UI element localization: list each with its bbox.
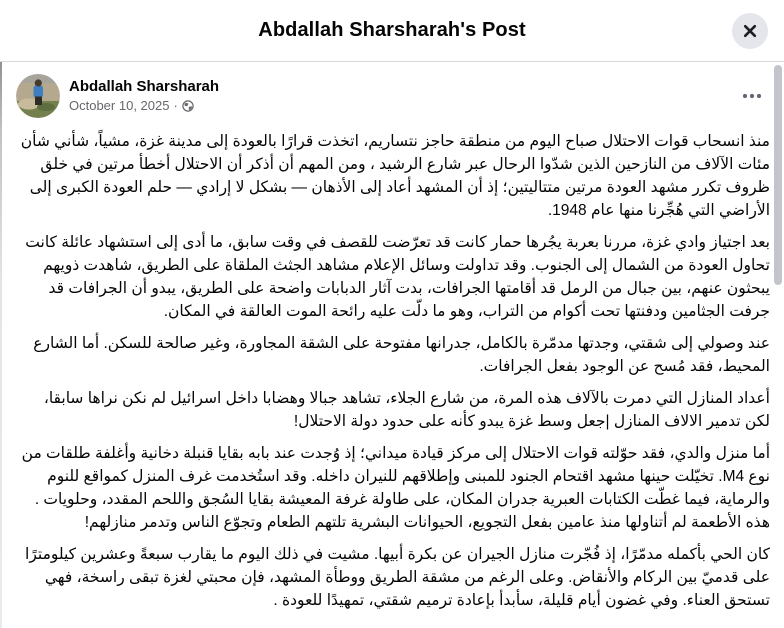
post-author-row bbox=[0, 62, 784, 118]
post-paragraph-4: أعداد المنازل التي دمرت بالآلاف هذه المرة، من شارع الجلاء، تشاهد جبالا وهضابا داخل اسرائيل لم نكن نراها سابقا، لكن تدمير الالاف المنازل |جعل وسط غزة يبدو كأنه على حدود دولة الاحتلال! bbox=[43, 390, 770, 430]
author-name[interactable]: Abdallah Sharsharah bbox=[69, 78, 220, 95]
close-icon bbox=[741, 22, 759, 40]
more-icon bbox=[742, 93, 762, 99]
dialog-title: Abdallah Sharsharah's Post bbox=[258, 19, 526, 41]
dialog-left-edge-shadow bbox=[0, 62, 2, 628]
post-options-button[interactable] bbox=[736, 84, 768, 108]
post-body bbox=[0, 118, 784, 612]
date-separator: · bbox=[173, 98, 178, 113]
globe-icon bbox=[182, 100, 194, 112]
post-timestamp[interactable] bbox=[69, 97, 219, 115]
avatar[interactable] bbox=[16, 74, 60, 118]
post-date: October 10, 2025 bbox=[69, 98, 170, 113]
post-paragraph-2: بعد اجتياز وادي غزة، مررنا بعربة يجُرها حمار كانت قد تعرّضت للقصف في وقت سابق، ما أدى إلى استشهاد عائلة كانت تحاول العودة من الشمال إلى الجنوب. وقد تداولت وسائل الإعلام مشاهد الجثث الملقاة على الطريق، شاهدت ذويهم يبحثون عنهم، بين جبال من الرمل قد أقامتها الجرافات، بدت آثار الدبابات واضحة على الطريق، يبدو أن الجرافات قد جرفت الجثامين ودفنتها تحت أكوام من التراب، وهو ما دلّت عليه رائحة الموت العالقة في المكان. bbox=[25, 234, 770, 320]
close-button[interactable] bbox=[732, 13, 768, 49]
post-paragraph-3: عند وصولي إلى شقتي، وجدتها مدمّرة بالكامل، جدرانها مفتوحة على الشقة المجاورة، وغير صالحة للسكن. أما الشارع المحيط، فقد مُسح عن الوجود بفعل الجرافات. bbox=[33, 335, 770, 375]
dialog-header bbox=[0, 0, 784, 62]
post-paragraph-1: منذ انسحاب قوات الاحتلال صباح اليوم من منطقة حاجز نتساريم، اتخذت قرارًا بالعودة إلى مدينة غزة، مشياً، شأني شأن مئات الآلاف من النازحين الذين شدّوا الرحال عبر شارع الرشيد ، ومن المهم أن أذكر أن الاحتلال أخطأ مرتين في خلق ظروف تكرر مشهد العودة مرتين متتاليتين؛ إذ أن المشهد أعاد إلى الأذهان — بشكل لا إرادي — حلم العودة الكبرى إلى الأراضي التي هُجِّرنا منها عام 1948. bbox=[20, 133, 770, 219]
author-meta bbox=[69, 77, 219, 115]
post-paragraph-6: كان الحي بأكمله مدمّرًا، إذ فُجّرت منازل الجيران عن بكرة أبيها. مشيت في ذلك اليوم ما يقارب سبعةً وعشرين كيلومترًا على قدميّ بين الركام والأنقاض. وعلى الرغم من مشقة الطريق ووطأة المشهد، فإن محبتي لغزة تبقى راسخة، فهي تستحق العناء. وفي غضون أيام قليلة، سأبدأ بإعادة ترميم شقتي، تمهيدًا للعودة . bbox=[25, 546, 770, 609]
post-paragraph-5: أما منزل والدي، فقد حوّلته قوات الاحتلال إلى مركز قيادة ميداني؛ إذ وُجدت عند بابه بقايا قنبلة دخانية وأغلفة طلقات من نوع M4. تخيّلت حينها مشهد اقتحام الجنود للمبنى وإطلاقهم للنيران داخله. وقد استُخدمت غرف المنزل كمواقع للنوم والرماية، فيما غطّت الكتابات العبرية جدران المكان، على طاولة غرفة المعيشة بقايا السُجق واللحم المقدد، وحلويات . هذه الأطعمة لم أتناولها منذ عامين بفعل التجويع، الحيوانات البشرية تلتهم الطعام وتجوّع الناس وتدمر منازلهم! bbox=[21, 445, 770, 531]
scrollbar-track[interactable] bbox=[774, 63, 782, 628]
scrollbar-thumb[interactable] bbox=[774, 65, 782, 285]
post-container bbox=[0, 62, 784, 628]
